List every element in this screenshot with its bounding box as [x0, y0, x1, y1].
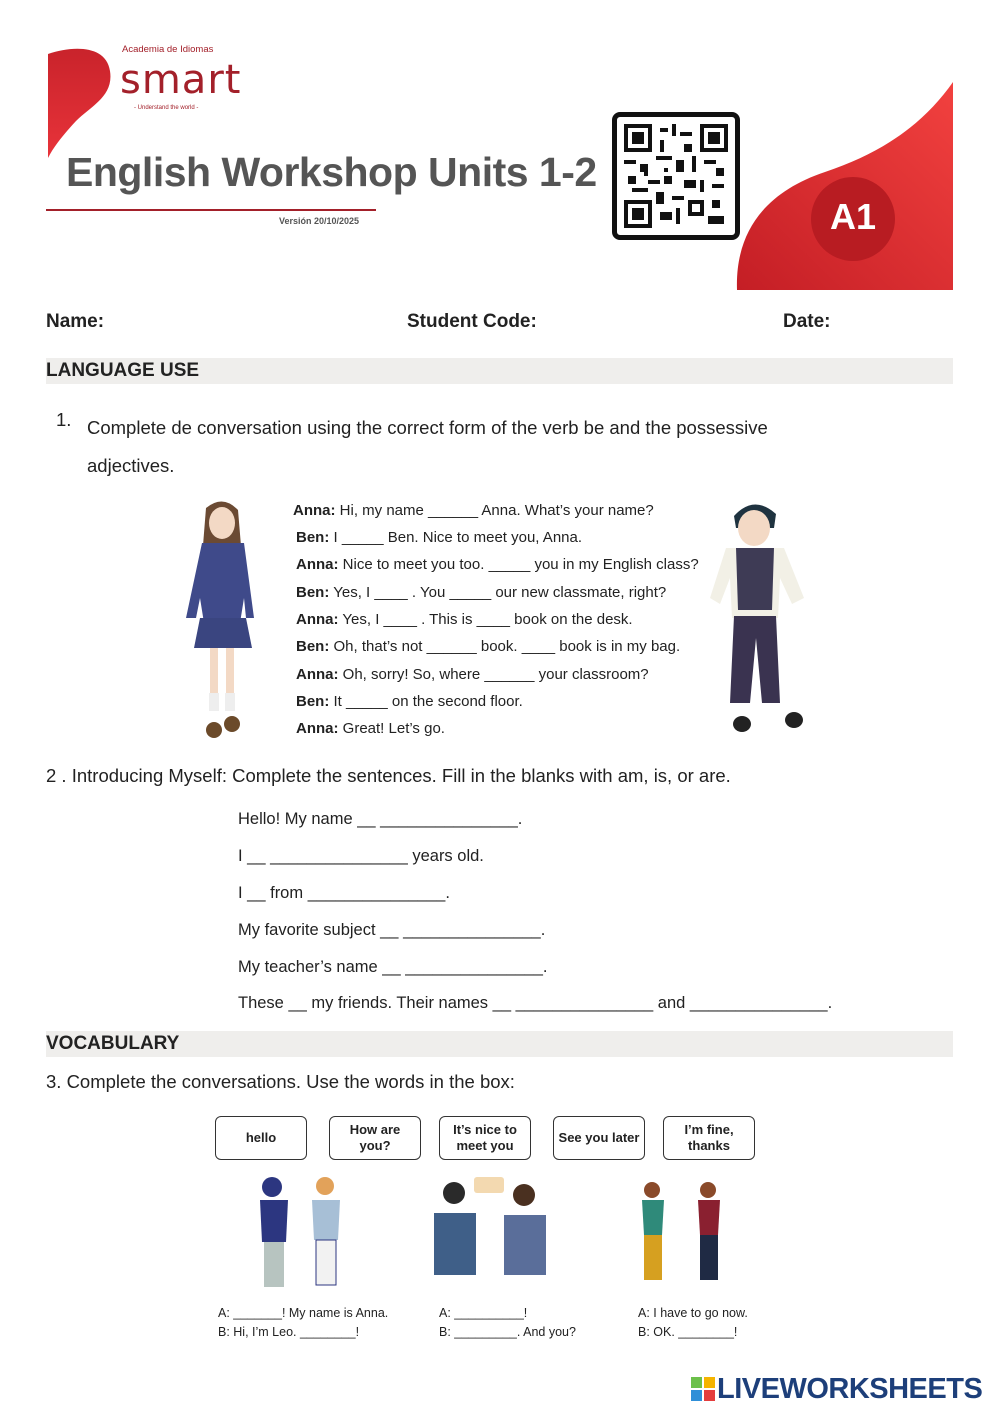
- word-box-nice-to-meet-you: It’s nice to meet you: [439, 1116, 531, 1160]
- dialogue-line: Ben: Yes, I ____ . You _____ our new classmate, right?: [296, 584, 667, 601]
- conversation-line[interactable]: B: _________. And you?: [439, 1325, 576, 1339]
- q2-text: 2 . Introducing Myself: Complete the sentences. Fill in the blanks with am, is, or are.: [46, 765, 731, 786]
- qr-pattern: [624, 124, 728, 228]
- q2-sentence[interactable]: I __ from _______________.: [238, 884, 450, 902]
- q1-text-line2: adjectives.: [87, 455, 175, 476]
- scene-1-illustration: [250, 1172, 350, 1292]
- dialogue-line: Anna: Hi, my name ______ Anna. What’s your name?: [293, 502, 654, 519]
- conversation-line[interactable]: A: _______! My name is Anna.: [218, 1306, 389, 1320]
- conversation-line[interactable]: A: I have to go now.: [638, 1306, 748, 1320]
- dialogue-line: Anna: Great! Let’s go.: [296, 720, 445, 737]
- qr-code: [612, 112, 740, 240]
- dialogue-line: Ben: It _____ on the second floor.: [296, 693, 523, 710]
- title-underline: [46, 209, 376, 211]
- q2-sentence[interactable]: My teacher’s name __ _______________.: [238, 958, 548, 976]
- dialogue-line: Ben: I _____ Ben. Nice to meet you, Anna.: [296, 529, 583, 546]
- q3-text: 3. Complete the conversations. Use the words in the box:: [46, 1071, 515, 1092]
- conversation-line[interactable]: A: __________!: [439, 1306, 528, 1320]
- version: Versión 20/10/2025: [279, 216, 360, 226]
- logo-academy: Academia de Idiomas: [122, 44, 214, 55]
- q2-sentence[interactable]: Hello! My name __ _______________.: [238, 810, 523, 828]
- dialogue-line: Anna: Nice to meet you too. _____ you in my English class?: [296, 556, 699, 573]
- q2-sentence[interactable]: I __ _______________ years old.: [238, 847, 484, 865]
- logo-shape: [46, 46, 116, 161]
- ben-illustration: [706, 498, 812, 743]
- conversation-line[interactable]: B: OK. ________!: [638, 1325, 738, 1339]
- word-box-see-you-later: See you later: [553, 1116, 645, 1160]
- page-title: English Workshop Units 1-2: [66, 149, 597, 195]
- logo: [120, 44, 241, 112]
- level-badge: A1: [829, 196, 877, 237]
- scene-3-illustration: [636, 1180, 726, 1286]
- name-label: Name:: [46, 311, 105, 332]
- logo-tagline: - Understand the world -: [134, 105, 199, 111]
- liveworksheets-icon: [691, 1377, 715, 1401]
- date-label: Date:: [783, 311, 831, 332]
- q2-sentence[interactable]: My favorite subject __ _______________.: [238, 921, 546, 939]
- q1-text-line1: Complete de conversation using the correct form of the verb be and the possessive: [87, 417, 768, 438]
- conversation-line[interactable]: B: Hi, I’m Leo. ________!: [218, 1325, 360, 1339]
- q1-number: 1.: [56, 409, 72, 430]
- scene-2-illustration: [432, 1175, 552, 1280]
- liveworksheets-logo: LIVEWORKSHEETS: [717, 1373, 983, 1405]
- dialogue-line: Anna: Oh, sorry! So, where ______ your classroom?: [296, 666, 649, 683]
- section-language-use: LANGUAGE USE: [46, 358, 953, 384]
- anna-illustration: [178, 498, 268, 743]
- q1-text: [87, 409, 768, 485]
- logo-brand: smart: [120, 57, 242, 103]
- q2-sentence[interactable]: These __ my friends. Their names __ _______________ and _______________.: [238, 994, 833, 1012]
- conversation-1: [218, 1304, 388, 1342]
- student-code-label: Student Code:: [407, 311, 537, 332]
- word-box-im-fine: I’m fine, thanks: [663, 1116, 755, 1160]
- conversation-2: [439, 1304, 576, 1342]
- header-red-shape: [735, 82, 953, 290]
- dialogue-line: Ben: Oh, that’s not ______ book. ____ book is in my bag.: [296, 638, 681, 655]
- word-box-how-are-you: How are you?: [329, 1116, 421, 1160]
- section-vocabulary: VOCABULARY: [46, 1031, 953, 1057]
- dialogue-line: Anna: Yes, I ____ . This is ____ book on the desk.: [296, 611, 633, 628]
- word-box-hello: hello: [215, 1116, 307, 1160]
- conversation-3: [638, 1304, 748, 1342]
